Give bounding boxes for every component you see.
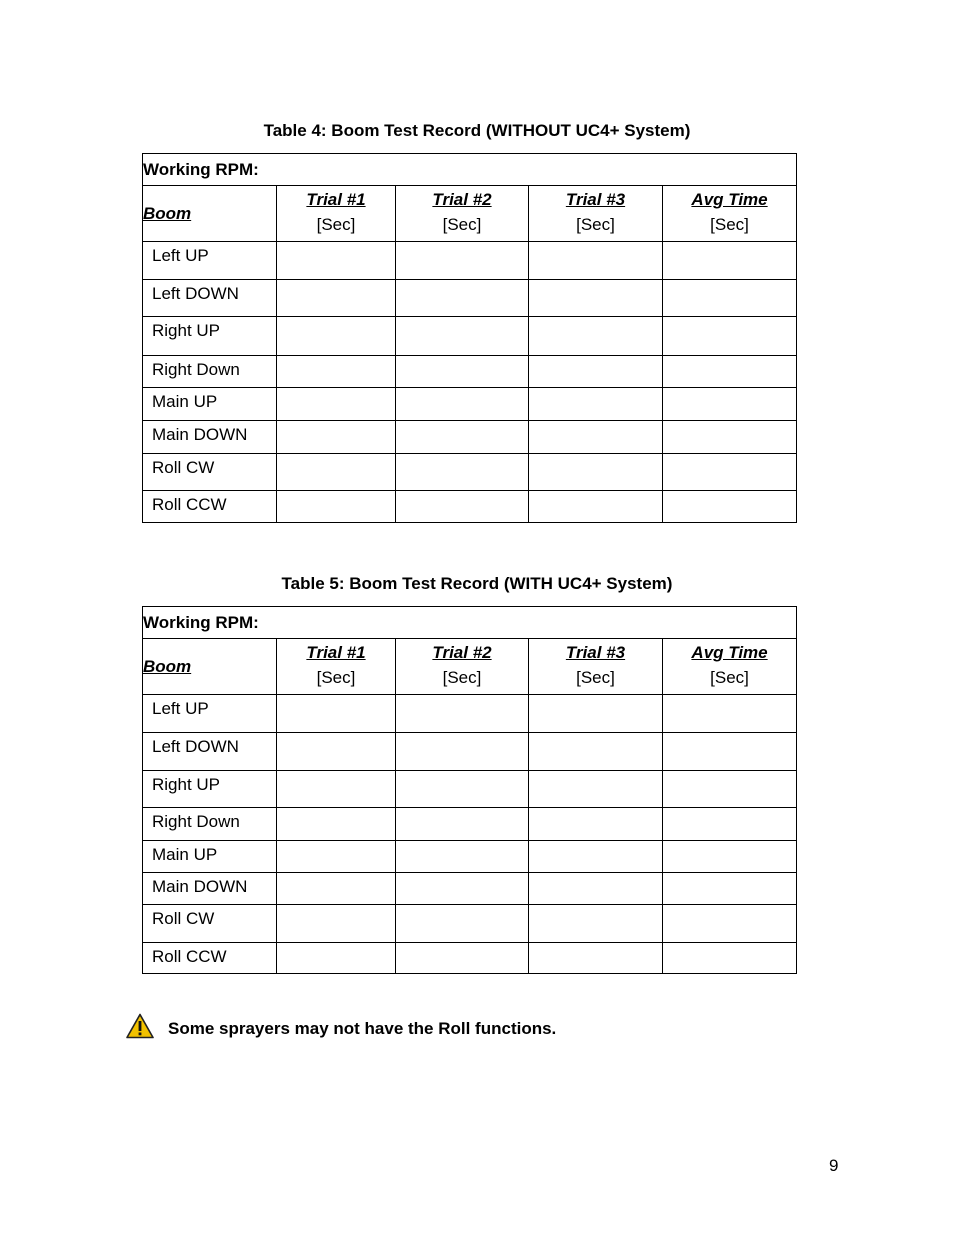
entry-cell[interactable] — [396, 388, 529, 421]
col-unit: [Sec] — [316, 214, 356, 234]
entry-cell[interactable] — [277, 905, 396, 943]
entry-cell[interactable] — [663, 943, 797, 974]
entry-cell[interactable] — [663, 905, 797, 943]
table-row — [143, 808, 797, 841]
entry-cell[interactable] — [277, 695, 396, 733]
table-row — [143, 356, 797, 388]
entry-cell[interactable] — [663, 388, 797, 421]
table-row — [143, 242, 797, 280]
table-row — [143, 943, 797, 974]
entry-cell[interactable] — [277, 733, 396, 771]
entry-cell[interactable] — [663, 280, 797, 317]
row-label: Left DOWN — [143, 280, 277, 317]
table-row — [143, 421, 797, 454]
entry-cell[interactable] — [277, 943, 396, 974]
entry-cell[interactable] — [663, 841, 797, 873]
row-label: Main UP — [143, 388, 277, 421]
entry-cell[interactable] — [396, 695, 529, 733]
col-unit: [Sec] — [576, 667, 615, 687]
entry-cell[interactable] — [277, 280, 396, 317]
col-unit: [Sec] — [316, 667, 356, 687]
boom-header: Boom — [143, 639, 277, 695]
row-label: Right Down — [143, 356, 277, 388]
table-row — [143, 491, 797, 523]
entry-cell[interactable] — [277, 242, 396, 280]
table-row — [143, 841, 797, 873]
row-label: Main UP — [143, 841, 277, 873]
entry-cell[interactable] — [529, 242, 663, 280]
entry-cell[interactable] — [663, 771, 797, 808]
col-header-trial-3 — [529, 639, 663, 695]
entry-cell[interactable] — [663, 242, 797, 280]
roll-functions-note — [126, 1013, 556, 1044]
table-row — [143, 771, 797, 808]
col-header-trial-2 — [396, 186, 529, 242]
entry-cell[interactable] — [396, 905, 529, 943]
entry-cell[interactable] — [277, 388, 396, 421]
col-unit: [Sec] — [442, 667, 482, 687]
row-label: Right UP — [143, 771, 277, 808]
col-header-trial-3 — [529, 186, 663, 242]
entry-cell[interactable] — [277, 808, 396, 841]
entry-cell[interactable] — [529, 280, 663, 317]
table-5-caption: Table 5: Boom Test Record (WITH UC4+ System) — [281, 574, 673, 593]
entry-cell[interactable] — [277, 771, 396, 808]
entry-cell[interactable] — [663, 733, 797, 771]
col-unit: [Sec] — [576, 214, 615, 234]
col-title: Trial #1 — [306, 642, 366, 662]
col-unit: [Sec] — [710, 214, 749, 234]
entry-cell[interactable] — [663, 491, 797, 523]
entry-cell[interactable] — [663, 421, 797, 454]
row-label: Right UP — [143, 317, 277, 356]
col-header-avg-time — [663, 639, 797, 695]
row-label: Main DOWN — [143, 421, 277, 454]
table-5 — [142, 606, 797, 974]
col-header-trial-1 — [277, 186, 396, 242]
entry-cell[interactable] — [663, 454, 797, 491]
col-header-trial-1 — [277, 639, 396, 695]
entry-cell[interactable] — [529, 388, 663, 421]
entry-cell[interactable] — [277, 454, 396, 491]
table-row — [143, 317, 797, 356]
entry-cell[interactable] — [529, 943, 663, 974]
entry-cell[interactable] — [396, 733, 529, 771]
table-row — [143, 873, 797, 905]
entry-cell[interactable] — [396, 421, 529, 454]
entry-cell[interactable] — [529, 491, 663, 523]
table-4 — [142, 153, 797, 523]
entry-cell[interactable] — [663, 356, 797, 388]
entry-cell[interactable] — [663, 808, 797, 841]
entry-cell[interactable] — [396, 943, 529, 974]
col-title: Trial #3 — [565, 642, 626, 662]
col-title: Avg Time — [691, 189, 768, 209]
table-row — [143, 280, 797, 317]
entry-cell[interactable] — [663, 695, 797, 733]
table-row — [143, 454, 797, 491]
entry-cell[interactable] — [529, 695, 663, 733]
entry-cell[interactable] — [529, 808, 663, 841]
row-label: Roll CW — [143, 454, 277, 491]
entry-cell[interactable] — [277, 356, 396, 388]
entry-cell[interactable] — [396, 356, 529, 388]
row-label: Right Down — [143, 808, 277, 841]
entry-cell[interactable] — [277, 491, 396, 523]
entry-cell[interactable] — [277, 841, 396, 873]
entry-cell[interactable] — [396, 808, 529, 841]
entry-cell[interactable] — [396, 317, 529, 356]
table-row — [143, 733, 797, 771]
page-number: 9 — [829, 1156, 839, 1175]
row-label: Roll CW — [143, 905, 277, 943]
entry-cell[interactable] — [529, 841, 663, 873]
entry-cell[interactable] — [529, 317, 663, 356]
entry-cell[interactable] — [529, 905, 663, 943]
col-header-avg-time — [663, 186, 797, 242]
table-row — [143, 905, 797, 943]
table-4-caption: Table 4: Boom Test Record (WITHOUT UC4+ System) — [263, 121, 691, 140]
entry-cell[interactable] — [396, 841, 529, 873]
entry-cell[interactable] — [396, 242, 529, 280]
entry-cell[interactable] — [529, 421, 663, 454]
working-rpm-label: Working RPM: — [143, 154, 797, 186]
entry-cell[interactable] — [396, 771, 529, 808]
col-title: Trial #1 — [306, 189, 366, 209]
entry-cell[interactable] — [529, 356, 663, 388]
table-row — [143, 388, 797, 421]
entry-cell[interactable] — [529, 873, 663, 905]
row-label: Roll CCW — [143, 943, 277, 974]
row-label: Roll CCW — [143, 491, 277, 523]
note-text: Some sprayers may not have the Roll functions. — [168, 1018, 557, 1038]
entry-cell[interactable] — [396, 280, 529, 317]
entry-cell[interactable] — [663, 317, 797, 356]
col-unit: [Sec] — [442, 214, 482, 234]
entry-cell[interactable] — [529, 454, 663, 491]
entry-cell[interactable] — [396, 491, 529, 523]
col-title: Trial #2 — [432, 642, 492, 662]
entry-cell[interactable] — [529, 771, 663, 808]
col-title: Trial #3 — [565, 189, 626, 209]
entry-cell[interactable] — [277, 317, 396, 356]
entry-cell[interactable] — [277, 421, 396, 454]
col-unit: [Sec] — [710, 667, 749, 687]
row-label: Left UP — [143, 695, 277, 733]
row-label: Left DOWN — [143, 733, 277, 771]
col-title: Trial #2 — [432, 189, 492, 209]
entry-cell[interactable] — [277, 873, 396, 905]
entry-cell[interactable] — [663, 873, 797, 905]
row-label: Main DOWN — [143, 873, 277, 905]
table-row — [143, 695, 797, 733]
col-header-trial-2 — [396, 639, 529, 695]
working-rpm-label: Working RPM: — [143, 607, 797, 639]
boom-header: Boom — [143, 186, 277, 242]
row-label: Left UP — [143, 242, 277, 280]
entry-cell[interactable] — [396, 454, 529, 491]
entry-cell[interactable] — [396, 873, 529, 905]
warning-icon — [126, 1013, 154, 1044]
entry-cell[interactable] — [529, 733, 663, 771]
col-title: Avg Time — [691, 642, 768, 662]
